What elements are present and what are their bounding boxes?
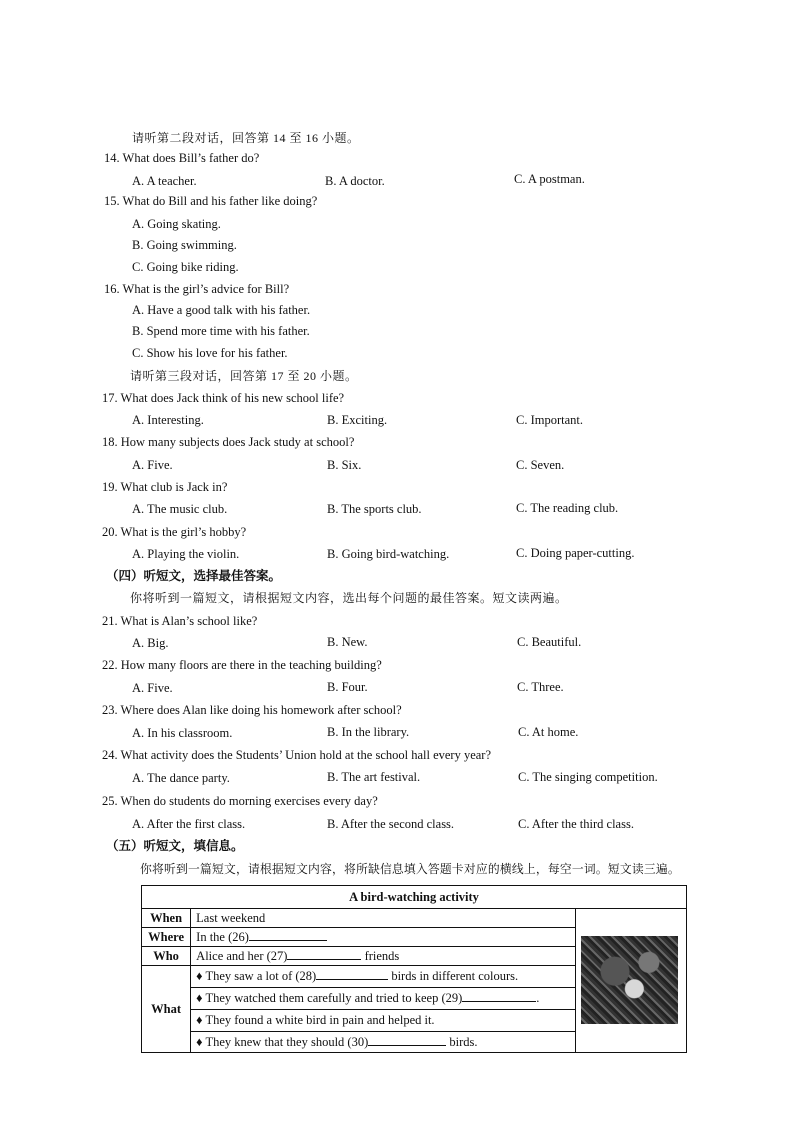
q20-option-b: B. Going bird-watching. <box>327 547 450 561</box>
q16-option-c: C. Show his love for his father. <box>132 346 288 360</box>
q20-option-c: C. Doing paper-cutting. <box>516 546 635 560</box>
q14-option-c: C. A postman. <box>514 172 585 186</box>
part5-title: （五）听短文，填信息。 <box>106 839 244 853</box>
q22-option-a: A. Five. <box>132 681 173 695</box>
part4-intro: 你将听到一篇短文，请根据短文内容，选出每个问题的最佳答案。短文读两遍。 <box>130 591 568 605</box>
q16-option-b: B. Spend more time with his father. <box>132 324 310 338</box>
section-intro-3: 请听第三段对话，回答第 17 至 20 小题。 <box>130 369 358 383</box>
blank-28[interactable] <box>316 968 388 980</box>
q23-option-b: B. In the library. <box>327 725 410 739</box>
question-20: 20. What is the girl’s hobby? <box>102 525 247 539</box>
question-22: 22. How many floors are there in the teaching building? <box>102 658 382 672</box>
q25-option-a: A. After the first class. <box>132 817 246 831</box>
q20-option-a: A. Playing the violin. <box>132 547 240 561</box>
question-14: 14. What does Bill’s father do? <box>104 151 260 165</box>
question-18: 18. How many subjects does Jack study at school? <box>102 435 355 449</box>
q14-option-b: B. A doctor. <box>325 174 385 188</box>
where-label: Where <box>142 928 191 947</box>
what2-suffix: . <box>536 991 540 1005</box>
part5-intro: 你将听到一篇短文，请根据短文内容，将所缺信息填入答题卡对应的横线上，每空一词。短文读三遍。 <box>140 862 680 876</box>
who-label: Who <box>142 947 191 966</box>
what3: ♦ They found a white bird in pain and helped it. <box>191 1010 574 1032</box>
q23-option-a: A. In his classroom. <box>132 726 233 740</box>
bird-photo <box>581 936 678 1024</box>
q21-option-c: C. Beautiful. <box>517 635 582 649</box>
part4-title: （四）听短文，选择最佳答案。 <box>106 569 282 583</box>
where-value <box>191 928 575 947</box>
q19-option-c: C. The reading club. <box>516 501 619 515</box>
when-label: When <box>142 909 191 928</box>
question-15: 15. What do Bill and his father like doing? <box>104 194 318 208</box>
q18-option-b: B. Six. <box>327 458 362 472</box>
what2-prefix: ♦ They watched them carefully and tried to keep (29) <box>196 991 463 1005</box>
q24-option-b: B. The art festival. <box>327 770 421 784</box>
question-23: 23. Where does Alan like doing his homework after school? <box>102 703 402 717</box>
q22-option-c: C. Three. <box>517 680 564 694</box>
q24-option-c: C. The singing competition. <box>518 770 658 784</box>
blank-26[interactable] <box>249 929 327 941</box>
blank-30[interactable] <box>368 1034 446 1046</box>
q17-option-c: C. Important. <box>516 413 584 427</box>
q25-option-c: C. After the third class. <box>518 817 634 831</box>
table-title: A bird-watching activity <box>142 886 687 909</box>
who-value <box>191 947 575 966</box>
question-19: 19. What club is Jack in? <box>102 480 228 494</box>
q23-option-c: C. At home. <box>518 725 579 739</box>
who-suffix: friends <box>364 949 400 963</box>
what4-suffix: birds. <box>449 1035 478 1049</box>
section-intro-2: 请听第二段对话，回答第 14 至 16 小题。 <box>132 131 360 145</box>
what-label: What <box>142 966 191 1053</box>
where-prefix: In the (26) <box>196 930 249 944</box>
blank-29[interactable] <box>462 990 536 1002</box>
q19-option-b: B. The sports club. <box>327 502 422 516</box>
q16-option-a: A. Have a good talk with his father. <box>132 303 311 317</box>
q15-option-c: C. Going bike riding. <box>132 260 239 274</box>
q21-option-b: B. New. <box>327 635 368 649</box>
q15-option-a: A. Going skating. <box>132 217 221 231</box>
question-17: 17. What does Jack think of his new school life? <box>102 391 345 405</box>
q18-option-a: A. Five. <box>132 458 173 472</box>
q19-option-a: A. The music club. <box>132 502 228 516</box>
question-16: 16. What is the girl’s advice for Bill? <box>104 282 290 296</box>
q17-option-a: A. Interesting. <box>132 413 204 427</box>
question-24: 24. What activity does the Students’ Union hold at the school hall every year? <box>102 748 492 762</box>
q18-option-c: C. Seven. <box>516 458 565 472</box>
q24-option-a: A. The dance party. <box>132 771 230 785</box>
when-value: Last weekend <box>191 909 575 928</box>
q21-option-a: A. Big. <box>132 636 169 650</box>
q22-option-b: B. Four. <box>327 680 368 694</box>
q17-option-b: B. Exciting. <box>327 413 388 427</box>
who-prefix: Alice and her (27) <box>196 949 288 963</box>
what-value <box>191 966 575 1053</box>
blank-27[interactable] <box>287 948 361 960</box>
question-21: 21. What is Alan’s school like? <box>102 614 258 628</box>
what4-prefix: ♦ They knew that they should (30) <box>196 1035 369 1049</box>
question-25: 25. When do students do morning exercises every day? <box>102 794 378 808</box>
what1-suffix: birds in different colours. <box>391 969 519 983</box>
q25-option-b: B. After the second class. <box>327 817 455 831</box>
q14-option-a: A. A teacher. <box>132 174 197 188</box>
q15-option-b: B. Going swimming. <box>132 238 237 252</box>
what1-prefix: ♦ They saw a lot of (28) <box>196 969 317 983</box>
